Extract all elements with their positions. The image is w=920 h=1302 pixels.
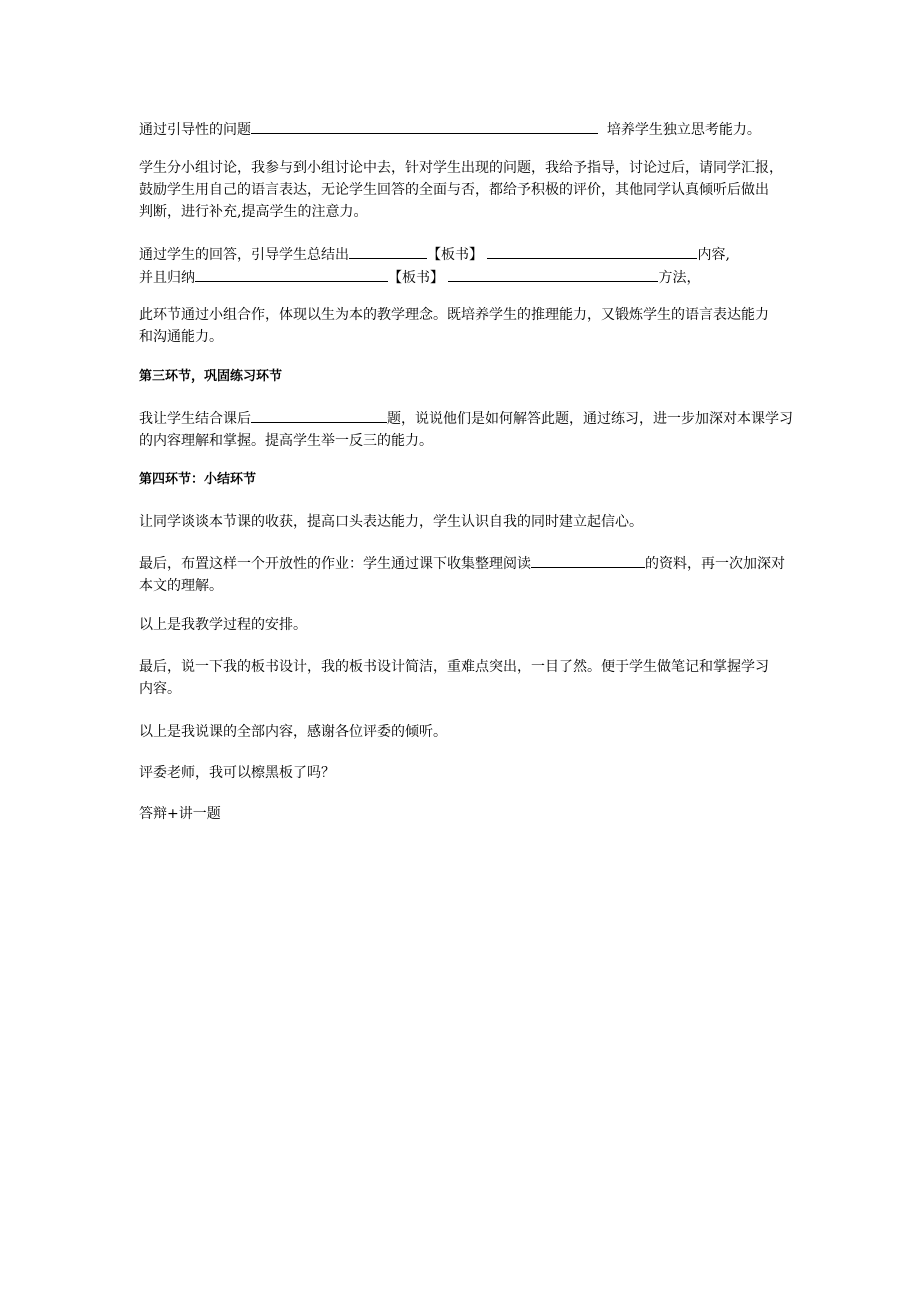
paragraph-group-discussion: [139, 157, 783, 223]
paragraph-practice: [139, 407, 793, 452]
text-line: 答辩+讲一题: [139, 806, 221, 822]
text: 通过学生的回答，引导学生总结出: [139, 247, 349, 263]
paragraph-teaching-concept: [139, 304, 769, 348]
paragraph-guiding-questions: [139, 118, 761, 141]
paragraph-homework: [139, 552, 785, 597]
paragraph-board-design: [139, 656, 769, 700]
text: 并且归纳: [139, 270, 195, 286]
text: 方法，: [658, 270, 701, 286]
text-line: 此环节通过小组合作，体现以生为本的教学理念。既培养学生的推理能力，又锻炼学生的语言表达能力: [139, 307, 769, 323]
text-line: 学生分小组讨论，我参与到小组讨论中去，针对学生出现的问题，我给予指导，讨论过后，请同学汇报，: [139, 160, 783, 176]
text: 我让学生结合课后: [139, 411, 251, 427]
text-line: 以上是我教学过程的安排。: [139, 617, 307, 633]
paragraph-process-end: [139, 614, 307, 636]
text: 的资料，再一次加深对: [645, 556, 785, 572]
text-line: 内容。: [139, 681, 181, 697]
text: 题，说说他们是如何解答此题，通过练习，进一步加深对本课学习: [387, 411, 793, 427]
text-line: 本文的理解。: [139, 578, 223, 594]
text-line: 评委老师，我可以檫黑板了吗？: [139, 765, 335, 781]
paragraph-closing: [139, 721, 447, 743]
paragraph-summary: [139, 243, 730, 289]
text-line: 的内容理解和掌握。提高学生举一反三的能力。: [139, 433, 433, 449]
fill-blank: [531, 552, 645, 568]
fill-blank: [251, 118, 598, 134]
text: 通过引导性的问题: [139, 122, 251, 138]
fill-blank: [487, 243, 697, 259]
fill-blank: [349, 243, 427, 259]
board-label: 【板书】: [427, 247, 483, 263]
fill-blank: [195, 266, 388, 282]
text-line: 判断，进行补充,提高学生的注意力。: [139, 204, 368, 220]
text-line: 以上是我说课的全部内容，感谢各位评委的倾听。: [139, 724, 447, 740]
fill-blank: [251, 407, 387, 423]
text-line: 让同学谈谈本节课的收获，提高口头表达能力，学生认识自我的同时建立起信心。: [139, 514, 643, 530]
paragraph-summary-harvest: [139, 511, 643, 533]
board-label: 【板书】: [388, 270, 444, 286]
paragraph-defense: [139, 803, 221, 825]
section-heading-fourth: 第四环节：小结环节: [139, 472, 257, 487]
text: 最后，布置这样一个开放性的作业：学生通过课下收集整理阅读: [139, 556, 531, 572]
text: 培养学生独立思考能力。: [606, 122, 761, 138]
text-line: 和沟通能力。: [139, 329, 223, 345]
text: 内容,: [697, 247, 730, 263]
section-heading-third: 第三环节，巩固练习环节: [139, 369, 283, 384]
text-line: 鼓励学生用自己的语言表达，无论学生回答的全面与否，都给予积极的评价，其他同学认真倾听后做出: [139, 182, 769, 198]
fill-blank: [448, 266, 658, 282]
text-line: 最后，说一下我的板书设计，我的板书设计简洁，重难点突出，一目了然。便于学生做笔记和掌握学习: [139, 659, 769, 675]
paragraph-erase-board: [139, 762, 335, 784]
